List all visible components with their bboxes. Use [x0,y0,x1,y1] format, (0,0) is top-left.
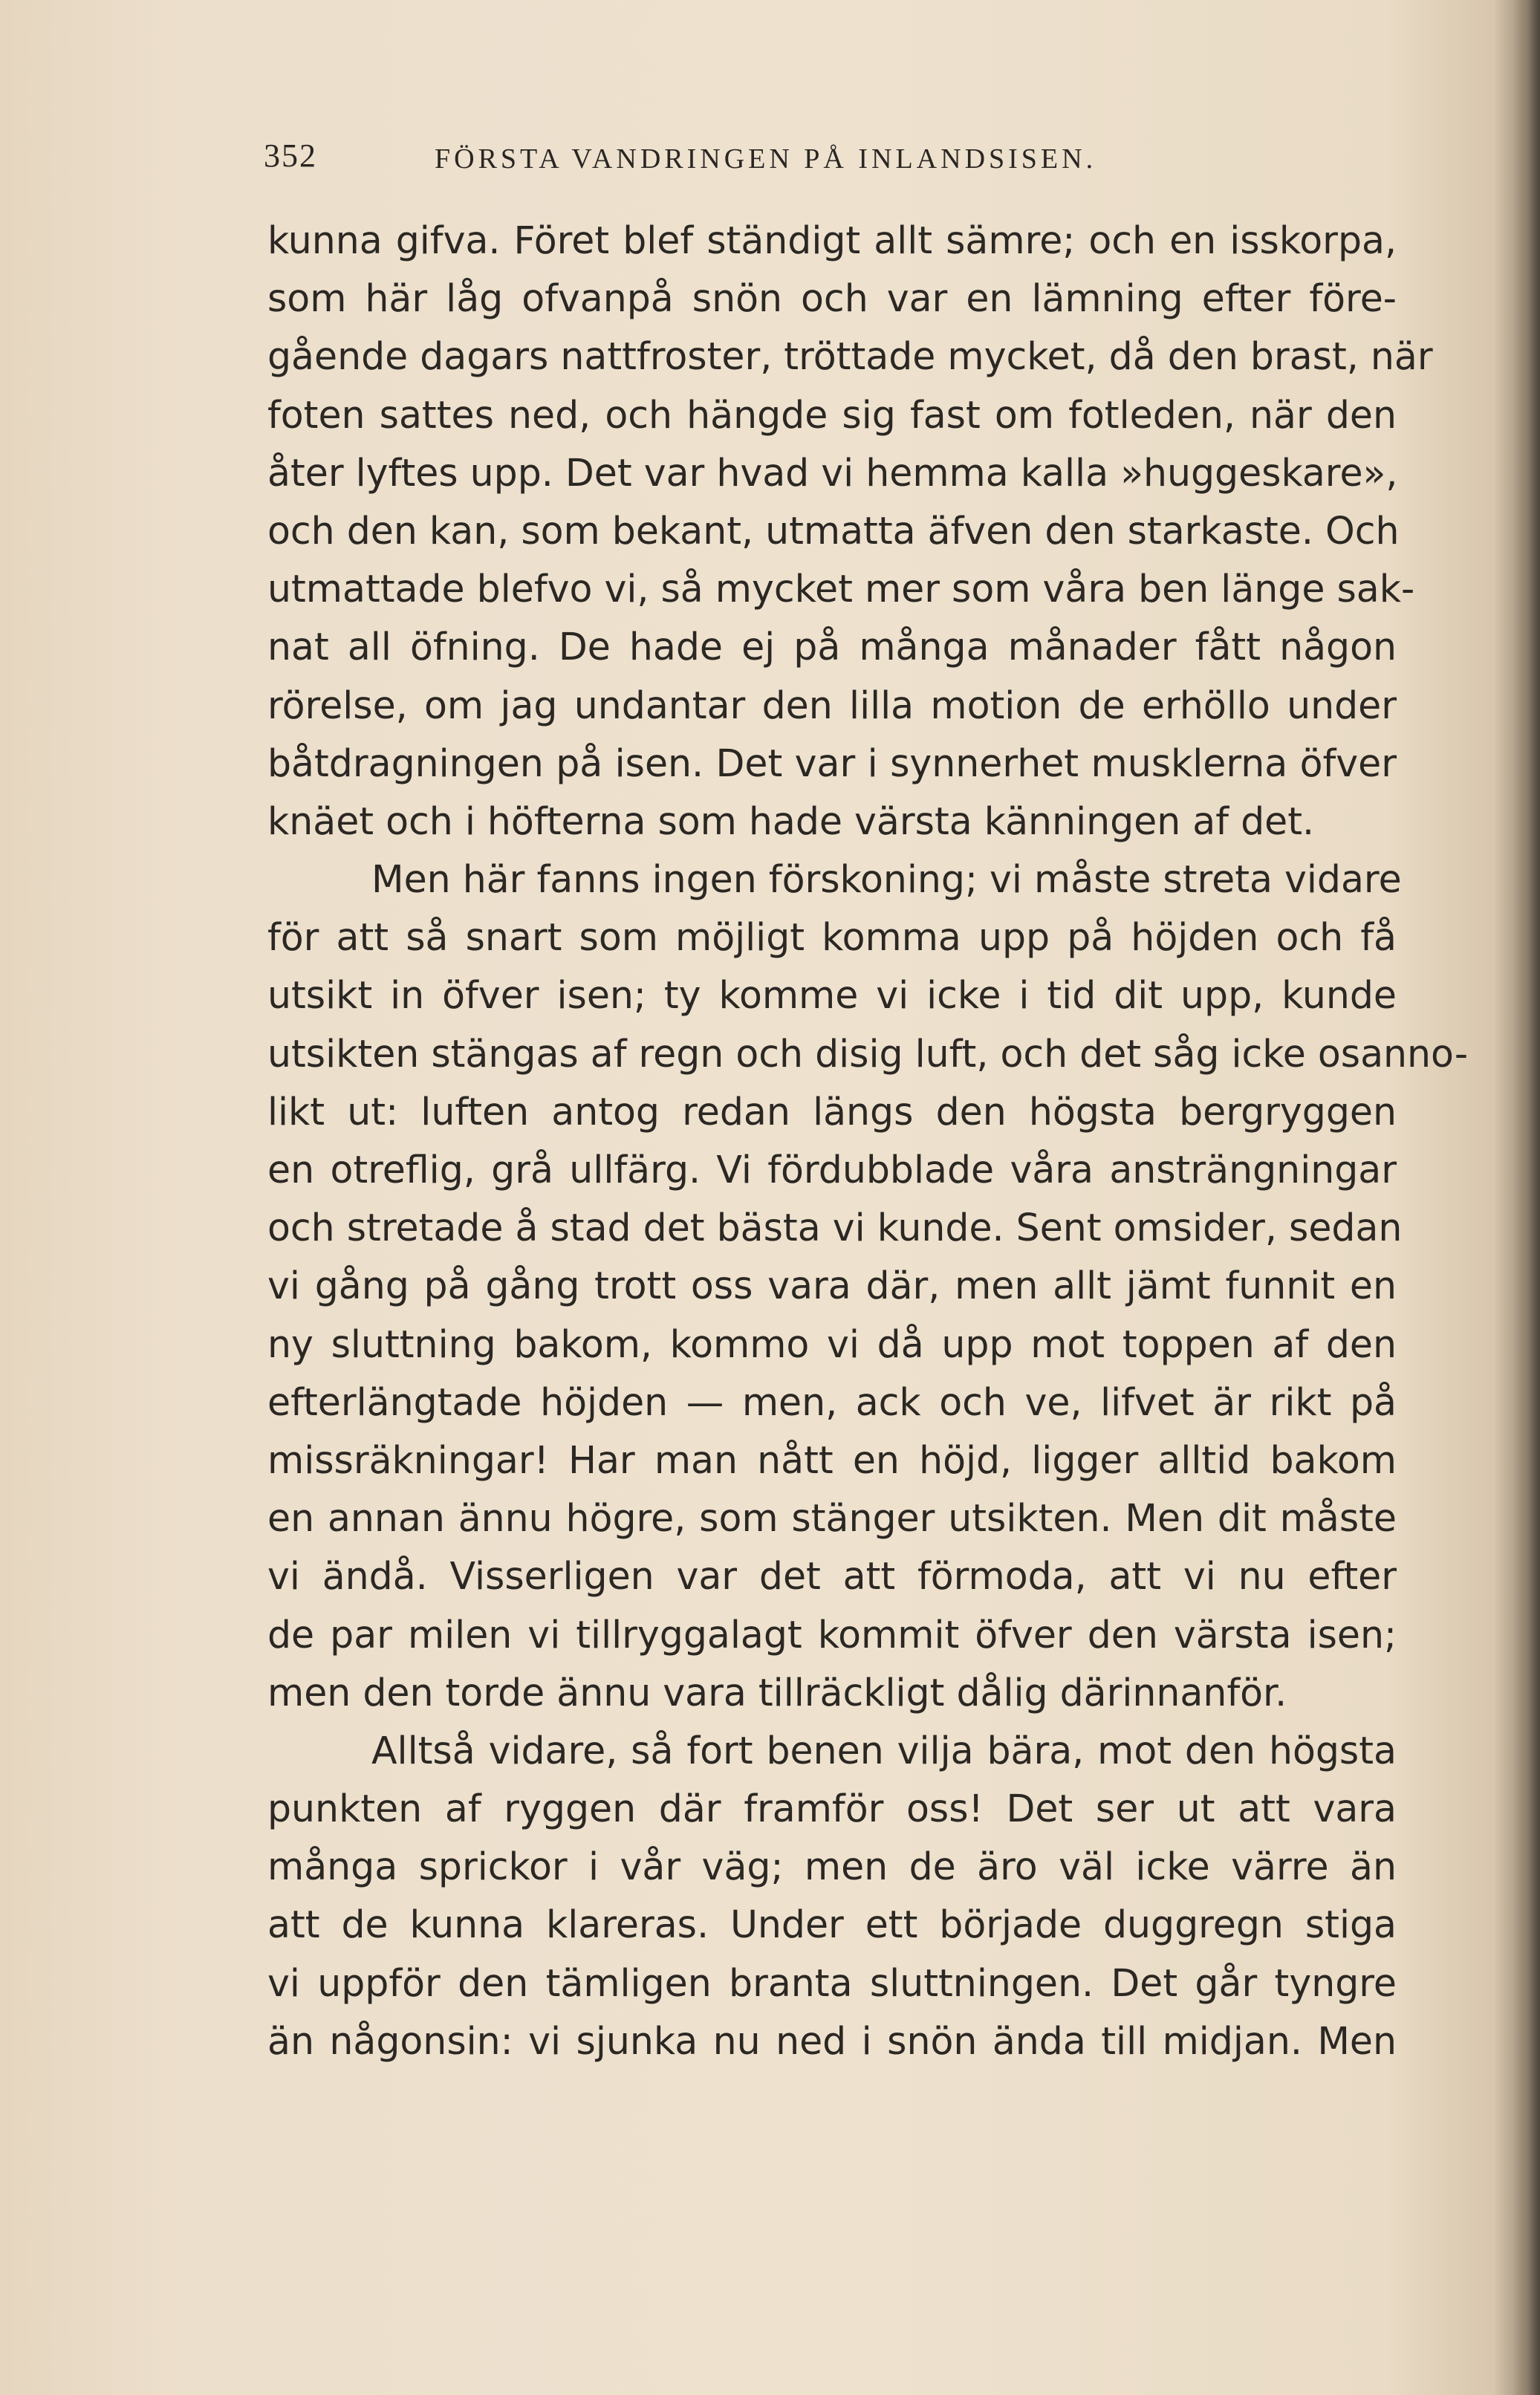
text-line: och den kan, som bekant, utmatta äfven den starkaste. Och [267,508,1400,553]
running-header [264,134,1408,193]
text-line: utsikten stängas af regn och disig luft, och det såg icke osanno- [267,1031,1469,1076]
page-gutter-shadow [1513,0,1540,2395]
text-line: för att så snart som möjligt komma upp på höjden och få [267,915,1397,960]
paragraph-1 [267,212,1433,851]
text-line: åter lyftes upp. Det var hvad vi hemma kalla »huggeskare», [267,450,1398,495]
text-line: punkten af ryggen där framför oss! Det ser ut att vara [267,1787,1397,1831]
paragraph-2 [267,851,1469,1722]
text-line: knäet och i höfterna som hade värsta känningen af det. [267,799,1315,843]
text-line: att de kunna klareras. Under ett började duggregn stiga [267,1902,1397,1947]
text-line: än någonsin: vi sjunka nu ned i snön ända till midjan. Men [267,2018,1397,2063]
text-line: en otreflig, grå ullfärg. Vi fördubblade våra ansträngningar [267,1148,1397,1192]
text-line: utmattade blefvo vi, så mycket mer som våra ben länge sak- [267,567,1415,611]
text-line: kunna gifva. Föret blef ständigt allt sämre; och en isskorpa, [267,218,1397,262]
paragraph-3 [267,1722,1397,2070]
text-line: ny sluttning bakom, kommo vi då upp mot toppen af den [267,1322,1397,1366]
text-line: många sprickor i vår väg; men de äro väl icke värre än [267,1845,1397,1889]
text-line: och stretade å stad det bästa vi kunde. Sent omsider, sedan [267,1206,1403,1250]
page-number: 352 [264,137,317,174]
text-line: som här låg ofvanpå snön och var en lämning efter före- [267,276,1397,321]
text-line: Men här fanns ingen förskoning; vi måste streta vidare [371,857,1402,902]
text-line: foten sattes ned, och hängde sig fast om fotleden, när den [267,392,1397,437]
text-line: utsikt in öfver isen; ty komme vi icke i tid dit upp, kunde [267,973,1397,1018]
text-line: vi gång på gång trott oss vara där, men allt jämt funnit en [267,1264,1397,1308]
text-line: rörelse, om jag undantar den lilla motion de erhöllo under [267,683,1397,727]
text-line: Alltså vidare, så fort benen vilja bära, mot den högsta [371,1728,1397,1772]
text-line: men den torde ännu vara tillräckligt dålig därinnanför. [267,1670,1287,1715]
text-line: nat all öfning. De hade ej på många månader fått någon [267,625,1397,669]
text-line: vi uppför den tämligen branta sluttningen. Det går tyngre [267,1960,1397,2005]
body-text [267,212,1469,2070]
text-line: vi ändå. Visserligen var det att förmoda, att vi nu efter [267,1554,1397,1599]
text-line: gående dagars nattfroster, tröttade mycket, då den brast, när [267,334,1433,379]
text-line: de par milen vi tillryggalagt kommit öfver den värsta isen; [267,1612,1397,1657]
text-line: likt ut: luften antog redan längs den högsta bergryggen [267,1089,1397,1134]
text-line: efterlängtade höjden — men, ack och ve, lifvet är rikt på [267,1380,1397,1424]
text-line: en annan ännu högre, som stänger utsikten. Men dit måste [267,1496,1397,1541]
text-line: missräkningar! Har man nått en höjd, ligger alltid bakom [267,1437,1397,1482]
text-line: båtdragningen på isen. Det var i synnerhet musklerna öfver [267,741,1397,785]
running-title: FÖRSTA VANDRINGEN PÅ INLANDSISEN. [435,143,1097,175]
